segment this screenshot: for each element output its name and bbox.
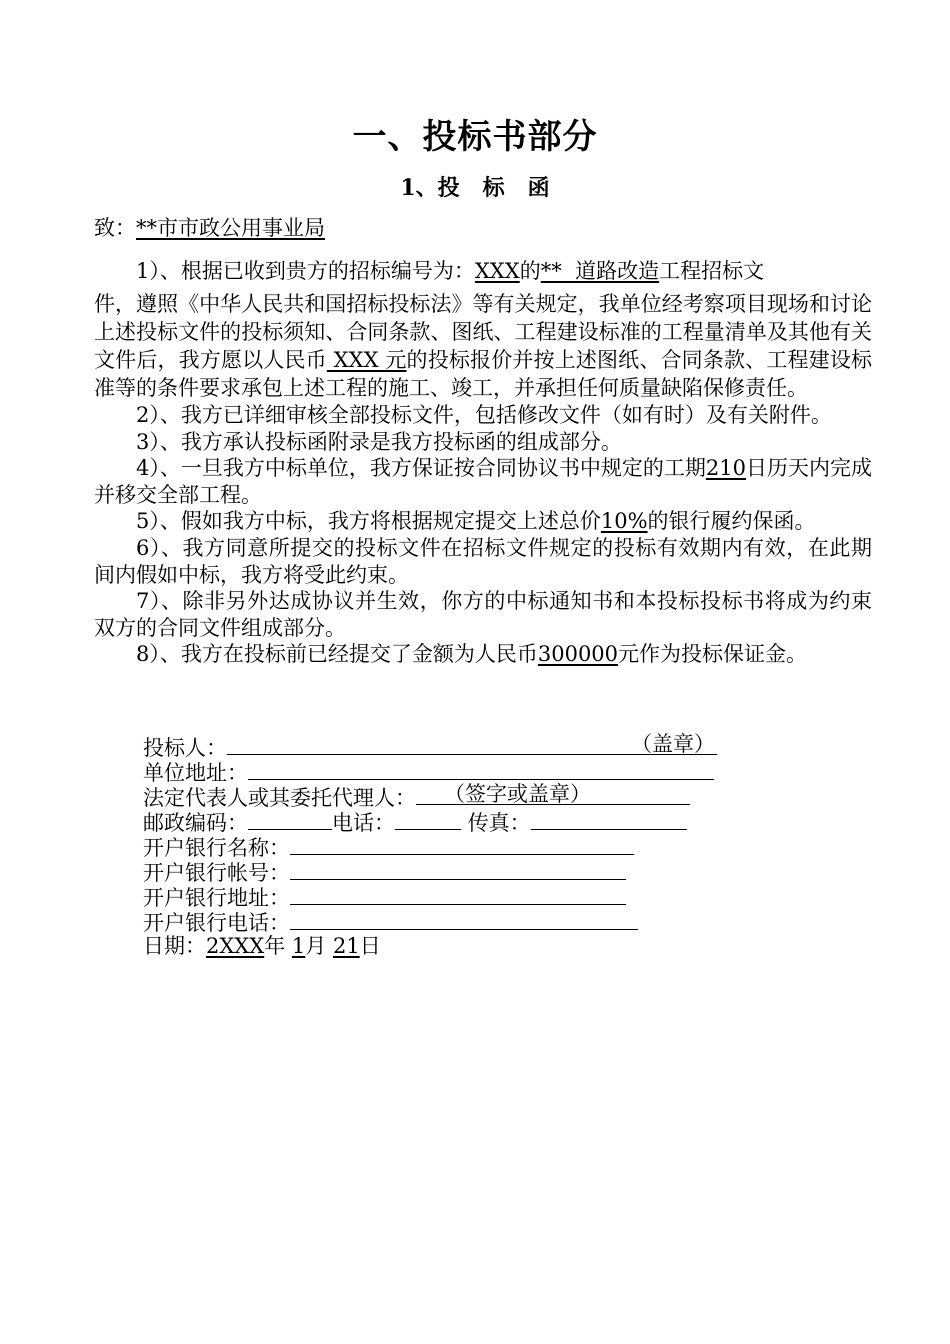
p1-text-c: 工程招标文	[659, 259, 765, 283]
p1-text-d: 件，遵照《中华人民共和国招标投标法》等有关规定，我单位经考察项目现场和讨论上述投标文件的投标须知、合同条款、图纸、工程建设标准的工程量清单及其他有关文件后，我方愿以人民币	[94, 292, 872, 372]
recipient-prefix: 致：	[94, 216, 136, 240]
contact-row	[143, 809, 763, 834]
date-row	[143, 934, 763, 959]
bidder-field[interactable]	[227, 734, 717, 755]
representative-label: 法定代表人或其委托代理人：	[143, 786, 416, 810]
page-title: 一、投标书部分	[352, 117, 598, 157]
paragraph-4	[94, 455, 872, 508]
date-month: 1	[291, 934, 306, 958]
p8-text-b: 元作为投标保证金。	[618, 642, 808, 667]
bank-account-label: 开户银行帐号：	[143, 861, 290, 885]
p1-text-b: 的	[519, 259, 541, 283]
bidder-info-form	[143, 734, 763, 959]
paragraph-8	[94, 641, 872, 668]
bank-address-label: 开户银行地址：	[143, 886, 290, 910]
deposit-amount: 300000	[537, 642, 619, 667]
construction-days: 210	[705, 456, 746, 481]
day-unit: 日	[359, 934, 381, 958]
paragraph-7: 7）、除非另外达成协议并生效，你方的中标通知书和本投标投标书将成为约束双方的合同文件组成部分。	[94, 589, 872, 640]
p5-text-b: 的银行履约保函。	[647, 509, 816, 534]
paragraph-6: 6）、我方同意所提交的投标文件在招标文件规定的投标有效期内有效，在此期间内假如中标，我方将受此约束。	[94, 535, 872, 587]
bank-phone-row	[143, 909, 763, 934]
section-subtitle	[0, 168, 950, 208]
p8-text-a: 8）、我方在投标前已经提交了金额为人民币	[136, 642, 538, 667]
address-label: 单位地址：	[143, 761, 248, 785]
paragraph-2: 2）、我方已详细审核全部投标文件，包括修改文件（如有时）及有关附件。	[136, 403, 832, 427]
paragraph-1-first-line	[94, 252, 872, 290]
seal-hint: （盖章）	[631, 732, 715, 756]
bank-account-row	[143, 859, 763, 884]
year-unit: 年	[264, 934, 286, 958]
bank-phone-field[interactable]	[290, 909, 638, 930]
bidder-label: 投标人：	[143, 736, 227, 760]
paragraph-1	[94, 252, 872, 402]
representative-row	[143, 784, 763, 809]
bid-price: XXX 元	[326, 348, 407, 372]
recipient-line	[94, 210, 872, 246]
bank-name-row	[143, 834, 763, 859]
postcode-label: 邮政编码：	[143, 811, 248, 835]
address-row	[143, 759, 763, 784]
address-field[interactable]	[248, 759, 714, 780]
project-name: ** 道路改造	[540, 259, 660, 283]
p5-text-a: 5）、假如我方中标，我方将根据规定提交上述总价	[136, 509, 601, 534]
postcode-field[interactable]	[248, 809, 332, 830]
bank-address-field[interactable]	[290, 884, 626, 905]
bid-number: XXX	[474, 259, 520, 283]
phone-label: 电话：	[332, 811, 395, 835]
bank-account-field[interactable]	[290, 859, 626, 880]
p4-text-a: 4）、一旦我方中标单位，我方保证按合同协议书中规定的工期	[136, 456, 706, 481]
fax-field[interactable]	[531, 809, 687, 830]
bank-phone-label: 开户银行电话：	[143, 911, 290, 935]
representative-field[interactable]	[416, 784, 690, 805]
date-label: 日期：	[143, 934, 206, 958]
bank-name-field[interactable]	[290, 834, 634, 855]
month-unit: 月	[305, 934, 327, 958]
date-day: 21	[332, 934, 360, 958]
bidder-row	[143, 734, 763, 759]
phone-field[interactable]	[395, 809, 461, 830]
fax-label: 传真：	[467, 811, 531, 835]
paragraph-5	[94, 508, 872, 535]
bank-address-row	[143, 884, 763, 909]
p1-text-e: 的投标报价并按上述图纸、合同条款、工程建设标准等的条件要求承包上述工程的施工、竣工，并承担任何质量缺陷保修责任。	[94, 348, 873, 400]
subtitle-text: 1、投 标 函	[400, 175, 550, 201]
p4-text-b: 日历天内完成并移交全部工程。	[94, 456, 873, 507]
letter-body	[94, 210, 872, 668]
guarantee-percent: 10%	[600, 509, 648, 534]
date-year: 2XXX	[206, 934, 265, 958]
recipient-name: **市市政公用事业局	[136, 216, 325, 240]
sign-hint: （签字或盖章）	[444, 782, 591, 806]
paragraph-3: 3）、我方承认投标函附录是我方投标函的组成部分。	[136, 429, 622, 454]
p1-text-a: 1）、根据已收到贵方的招标编号为：	[136, 259, 475, 283]
bank-name-label: 开户银行名称：	[143, 836, 290, 860]
